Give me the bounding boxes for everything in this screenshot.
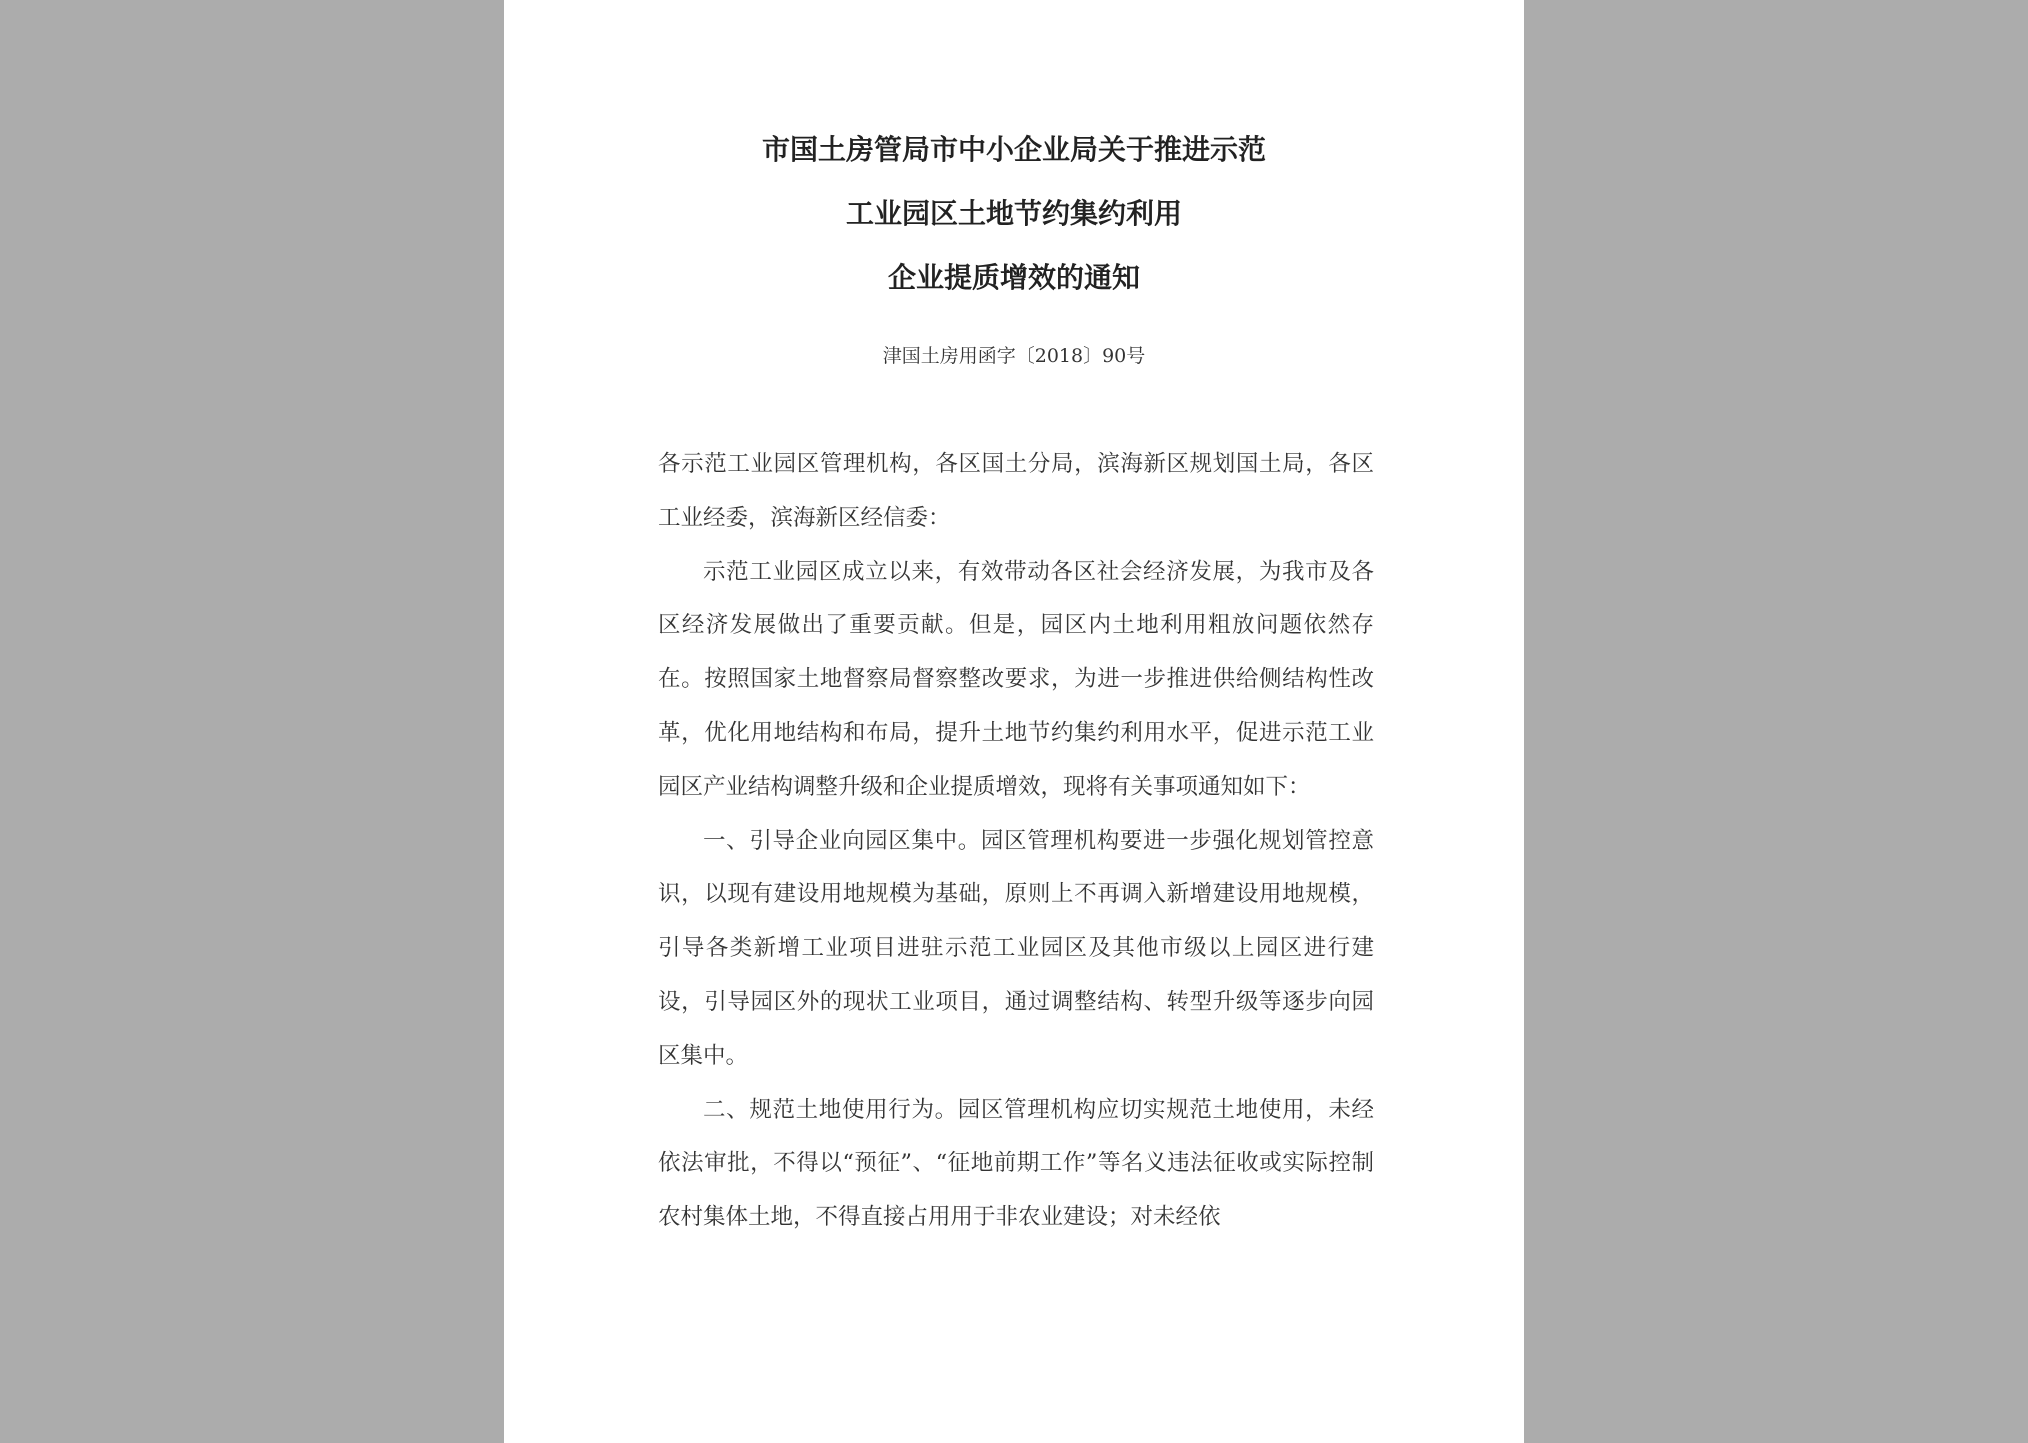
body-paragraph-item-1: 一、引导企业向园区集中。园区管理机构要进一步强化规划管控意识，以现有建设用地规模为基础，原则上不再调入新增建设用地规模，引导各类新增工业项目进驻示范工业园区及其他市级以上园区进行建设，引导园区外的现状工业项目，通过调整结构、转型升级等逐步向园区集中。 [658,827,1374,1069]
title-line-3: 企业提质增效的通知 [887,261,1140,294]
document-title [504,118,1524,310]
document-body [658,438,1374,1245]
title-line-2: 工业园区土地节约集约利用 [845,197,1182,230]
document-page [504,0,1524,1443]
body-paragraph-intro: 示范工业园区成立以来，有效带动各区社会经济发展，为我市及各区经济发展做出了重要贡献。但是，园区内土地利用粗放问题依然存在。按照国家土地督察局督察整改要求，为进一步推进供给侧结构性改革，优化用地结构和布局，提升土地节约集约利用水平，促进示范工业园区产业结构调整升级和企业提质增效，现将有关事项通知如下： [658,558,1374,800]
body-paragraph-item-2: 二、规范土地使用行为。园区管理机构应切实规范土地使用，未经依法审批，不得以“预征”、“征地前期工作”等名义违法征收或实际控制农村集体土地，不得直接占用用于非农业建设；对未经依 [658,1096,1374,1231]
addressee-paragraph: 各示范工业园区管理机构，各区国土分局，滨海新区规划国土局，各区工业经委，滨海新区经信委： [658,451,1374,531]
title-line-1: 市国土房管局市中小企业局关于推进示范 [761,133,1266,166]
document-number: 津国土房用函字〔2018〕90号 [882,345,1146,367]
